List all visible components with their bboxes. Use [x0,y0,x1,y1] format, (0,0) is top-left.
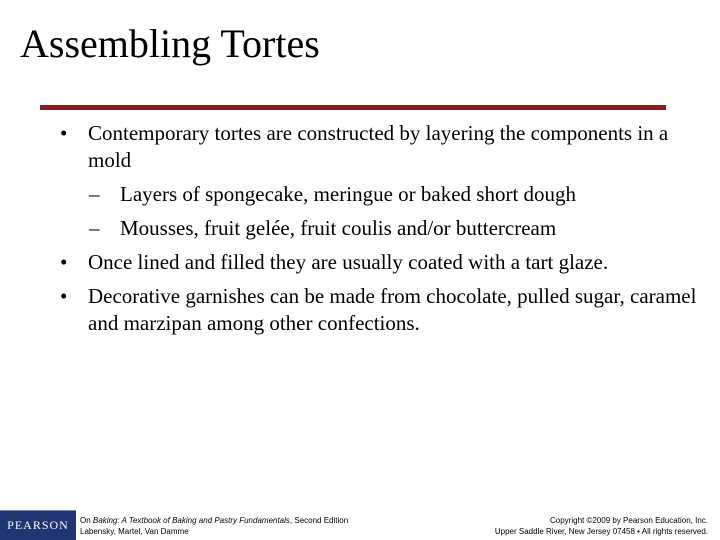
bullet-text: Contemporary tortes are constructed by layering the components in a mold [88,121,669,172]
sub-bullet-marker: – [89,182,100,206]
slide-body [60,120,700,344]
bullet-text: Decorative garnishes can be made from chocolate, pulled sugar, caramel and marzipan among other confections. [88,284,697,335]
bullet-marker: • [60,284,68,308]
book-title: Baking: A Textbook of Baking and Pastry Fundamentals [92,516,290,525]
bullet-item [60,120,700,174]
copyright-notice [495,515,708,537]
title-divider [40,105,666,110]
book-edition: , Second Edition [289,516,349,525]
slide-title: Assembling Tortes [20,21,320,66]
copyright-line-2: Upper Saddle River, New Jersey 07458 • All rights reserved. [494,527,708,536]
pearson-logo: PEARSON [0,510,76,540]
book-title-line [80,515,348,526]
sub-bullet-item [60,215,700,242]
bullet-text: Once lined and filled they are usually coated with a tart glaze. [88,250,609,274]
bullet-marker: • [60,121,68,145]
sub-bullet-text: Layers of spongecake, meringue or baked short dough [120,182,577,206]
book-prefix: On [80,516,93,525]
sub-bullet-text: Mousses, fruit gelée, fruit coulis and/or buttercream [120,216,557,240]
bullet-item [60,249,700,276]
bullet-item [60,283,700,337]
book-authors: Labensky, Martel, Van Damme [80,527,189,536]
slide-footer [0,505,720,540]
copyright-line-1: Copyright ©2009 by Pearson Education, Inc. [550,516,708,525]
bullet-marker: • [60,250,68,274]
book-citation [80,515,348,537]
sub-bullet-marker: – [89,216,100,240]
sub-bullet-item [60,181,700,208]
